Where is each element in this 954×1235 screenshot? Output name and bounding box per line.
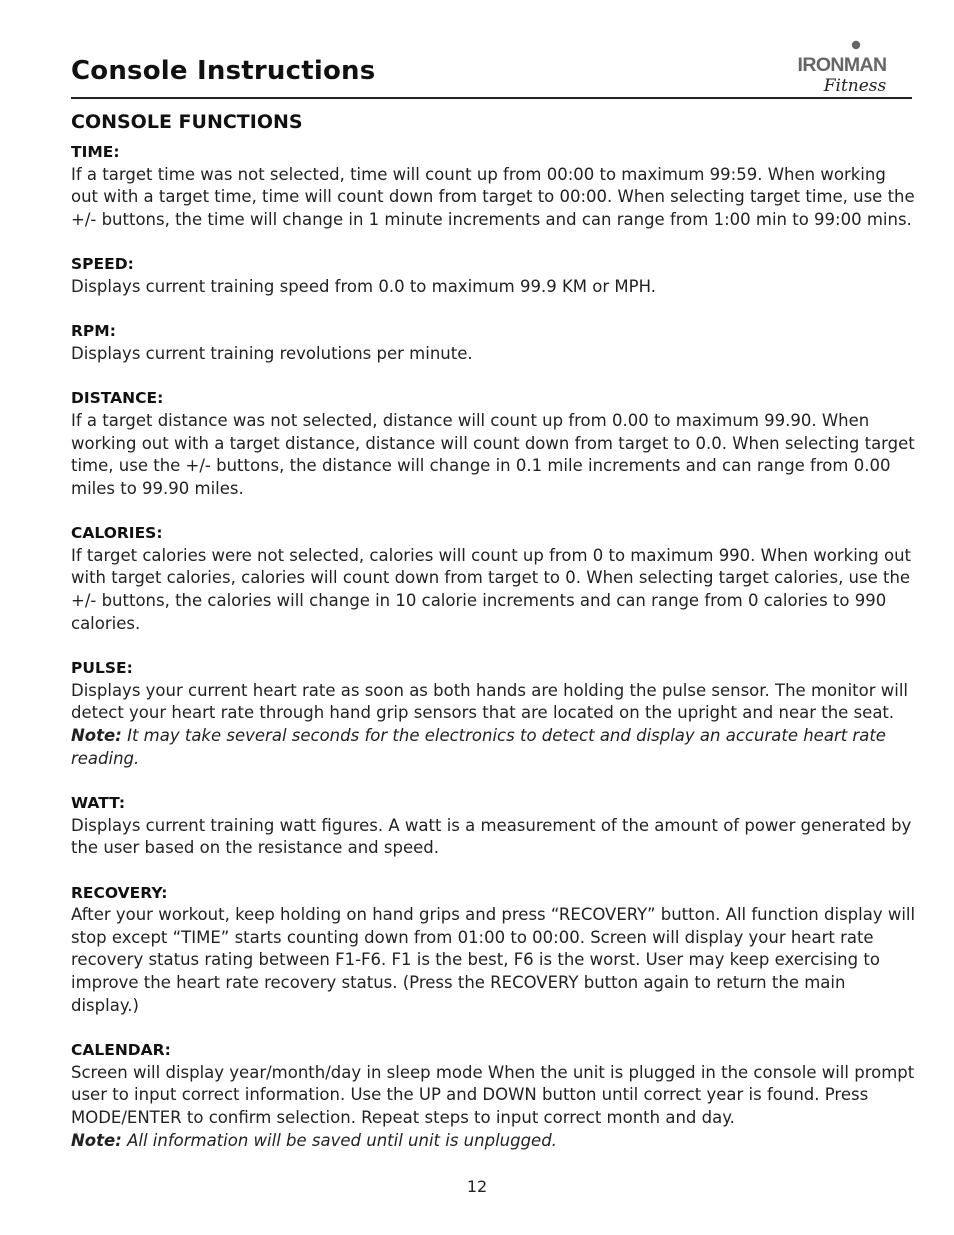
item-label: RPM: bbox=[71, 322, 116, 341]
item-body-text: Displays your current heart rate as soon as both hands are holding the pulse sensor. The monitor will detect your heart rate through hand grip sensors that are located on the upright and near the seat. bbox=[71, 680, 908, 723]
page-header bbox=[71, 40, 911, 100]
item-label: PULSE: bbox=[71, 659, 133, 678]
function-item-calories bbox=[71, 522, 916, 635]
item-label: SPEED: bbox=[71, 255, 134, 274]
item-body-text: Screen will display year/month/day in sleep mode When the unit is plugged in the console will prompt user to input correct information. Use the UP and DOWN button until correct year is found. Press MODE/ENTER to confirm selection. Repeat steps to input correct month and day. bbox=[71, 1062, 915, 1127]
item-label: CALENDAR: bbox=[71, 1041, 171, 1060]
page-title: Console Instructions bbox=[71, 56, 376, 86]
item-body: After your workout, keep holding on hand grips and press “RECOVERY” button. All function display will stop except “TIME” starts counting down from 01:00 to 00:00. Screen will display your heart rate recovery status rating between F1-F6. F1 is the best, F6 is the worst. User may keep exercising to improve the heart rate recovery status. (Press the RECOVERY button again to return the main display.) bbox=[71, 905, 916, 1015]
item-body: If a target time was not selected, time will count up from 00:00 to maximum 99:59. When working out with a target time, time will count down from target to 00:00. When selecting target time, use the +/- buttons, the time will change in 1 minute increments and can range from 1:00 min to 99:00 mins. bbox=[71, 164, 915, 229]
function-item-calendar bbox=[71, 1039, 916, 1152]
note-text: All information will be saved until unit is unplugged. bbox=[121, 1130, 557, 1150]
item-body: Displays current training speed from 0.0 to maximum 99.9 KM or MPH. bbox=[71, 276, 656, 296]
item-label: CALORIES: bbox=[71, 524, 163, 543]
page-number: 12 bbox=[466, 1177, 488, 1196]
ironman-fitness-logo-icon bbox=[771, 40, 913, 96]
header-rule bbox=[71, 97, 912, 99]
function-item-pulse bbox=[71, 657, 916, 770]
item-label: TIME: bbox=[71, 143, 120, 161]
item-label: RECOVERY: bbox=[71, 883, 168, 902]
function-item-recovery bbox=[71, 882, 916, 1017]
note-label: Note: bbox=[71, 725, 122, 745]
function-item-time bbox=[71, 141, 916, 231]
function-item-rpm bbox=[71, 320, 916, 365]
item-body: Displays current training watt figures. A watt is a measurement of the amount of power generated by the user based on the resistance and speed. bbox=[71, 815, 912, 858]
item-body bbox=[71, 680, 916, 770]
note-text: It may take several seconds for the electronics to detect and display an accurate heart rate reading. bbox=[71, 725, 886, 768]
item-body bbox=[71, 1062, 916, 1152]
item-label: DISTANCE: bbox=[71, 389, 164, 408]
main-content bbox=[71, 109, 916, 1174]
item-label: WATT: bbox=[71, 794, 126, 813]
note-label: Note: bbox=[71, 1130, 122, 1150]
function-item-distance bbox=[71, 387, 916, 500]
function-item-speed bbox=[71, 253, 916, 298]
item-body: If target calories were not selected, calories will count up from 0 to maximum 990. When working out with target calories, calories will count down from target to 0. When selecting target calories, use the +/- buttons, the calories will change in 10 calorie increments and can range from 0 calories to 990 calories. bbox=[71, 545, 912, 633]
logo-word-ironman: IRONMAN bbox=[797, 54, 887, 76]
item-body: If a target distance was not selected, distance will count up from 0.00 to maximum 99.90. When working out with a target distance, distance will count down from target to 0.0. When selecting target time, use the +/- buttons, the distance will change in 0.1 mile increments and can range from 0.00 miles to 99.90 miles. bbox=[71, 410, 915, 498]
function-item-watt bbox=[71, 792, 916, 860]
section-title: CONSOLE FUNCTIONS bbox=[71, 111, 303, 133]
item-body: Displays current training revolutions per minute. bbox=[71, 343, 473, 363]
logo-word-fitness: Fitness bbox=[823, 76, 887, 96]
